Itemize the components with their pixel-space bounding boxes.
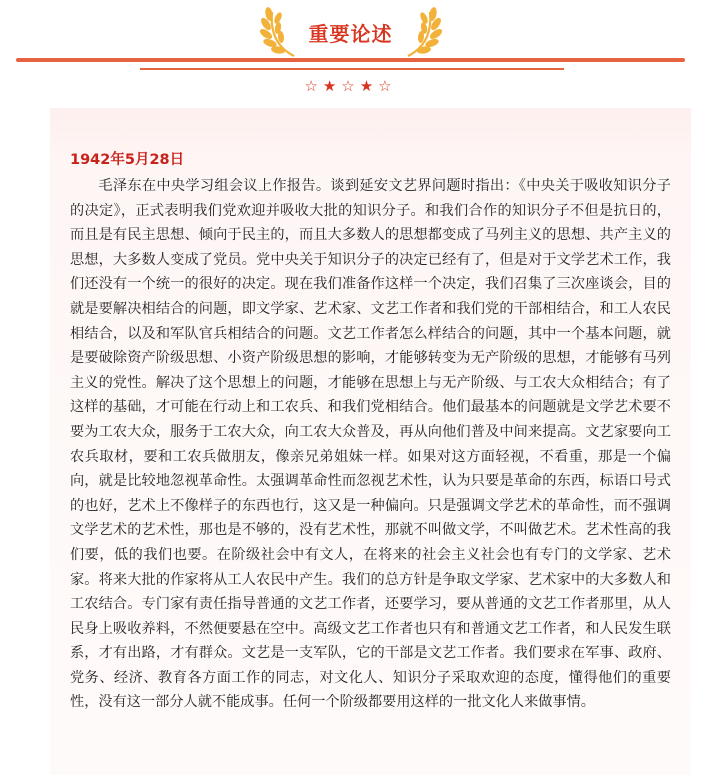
star-rating-decoration: ☆★☆★☆ — [304, 77, 397, 95]
laurel-right-icon — [404, 4, 446, 58]
header-divider-thick — [16, 58, 685, 62]
header — [0, 0, 701, 110]
page-title: 重要论述 — [308, 22, 393, 46]
article-body: 毛泽东在中央学习组会议上作报告。谈到延安文艺界问题时指出：《中央关于吸收知识分子的决定》，正式表明我们党欢迎并吸收大批的知识分子。和我们合作的知识分子不但是抗日的，而且是有民主思想、倾向于民主的，而且大多数人的思想都变成了马列主义的思想、共产主义的思想，大多数人变成了党员。党中央关于知识分子的决定已经有了，但是对于文学艺术工作，我们还没有一个统一的很好的决定。现在我们准备作这样一个决定，我们召集了三次座谈会，目的就是要解决相结合的问题，即文学家、艺术家、文艺工作者和我们党的干部相结合，和工人农民相结合，以及和军队官兵相结合的问题。文艺工作者怎么样结合的问题，其中一个基本问题，就是要破除资产阶级思想、小资产阶级思想的影响，才能够转变为无产阶级的思想，才能够有马列主义的党性。解决了这个思想上的问题，才能够在思想上与无产阶级、与工农大众相结合；有了这样的基础，才可能在行动上和工农兵、和我们党相结合。他们最基本的问题就是文学艺术要不要为工农大众，服务于工农大众，向工农大众普及，再从向他们普及中间来提高。文艺家要向工农兵取材，要和工农兵做朋友，像亲兄弟姐妹一样。如果对这方面轻视，不看重，那是一个偏向，就是比较地忽视革命性。太强调革命性而忽视艺术性，认为只要是革命的东西，标语口号式的也好，艺术上不像样子的东西也行，这又是一种偏向。只是强调文学艺术的革命性，而不强调文学艺术的艺术性，那也是不够的，没有艺术性，那就不叫做文学，不叫做艺术。艺术性高的我们要，低的我们也要。在阶级社会中有文人，在将来的社会主义社会也有专门的文学家、艺术家。将来大批的作家将从工人农民中产生。我们的总方针是争取文学家、艺术家中的大多数人和工农结合。专门家有责任指导普通的文艺工作者，还要学习，要从普通的文艺工作者那里，从人民身上吸收养料，不然便要悬在空中。高级文艺工作者也只有和普通文艺工作者，和人民发生联系，才有出路，才有群众。文艺是一支军队，它的干部是文艺工作者。我们要求在军事、政府、党务、经济、教育各方面工作的同志，对文化人、知识分子采取欢迎的态度，懂得他们的重要性，没有这一部分人就不能成事。任何一个阶级都要用这样的一批文化人来做事情。 — [70, 178, 671, 711]
header-divider-thin — [140, 68, 564, 70]
article-date: 1942年5月28日 — [70, 152, 185, 168]
